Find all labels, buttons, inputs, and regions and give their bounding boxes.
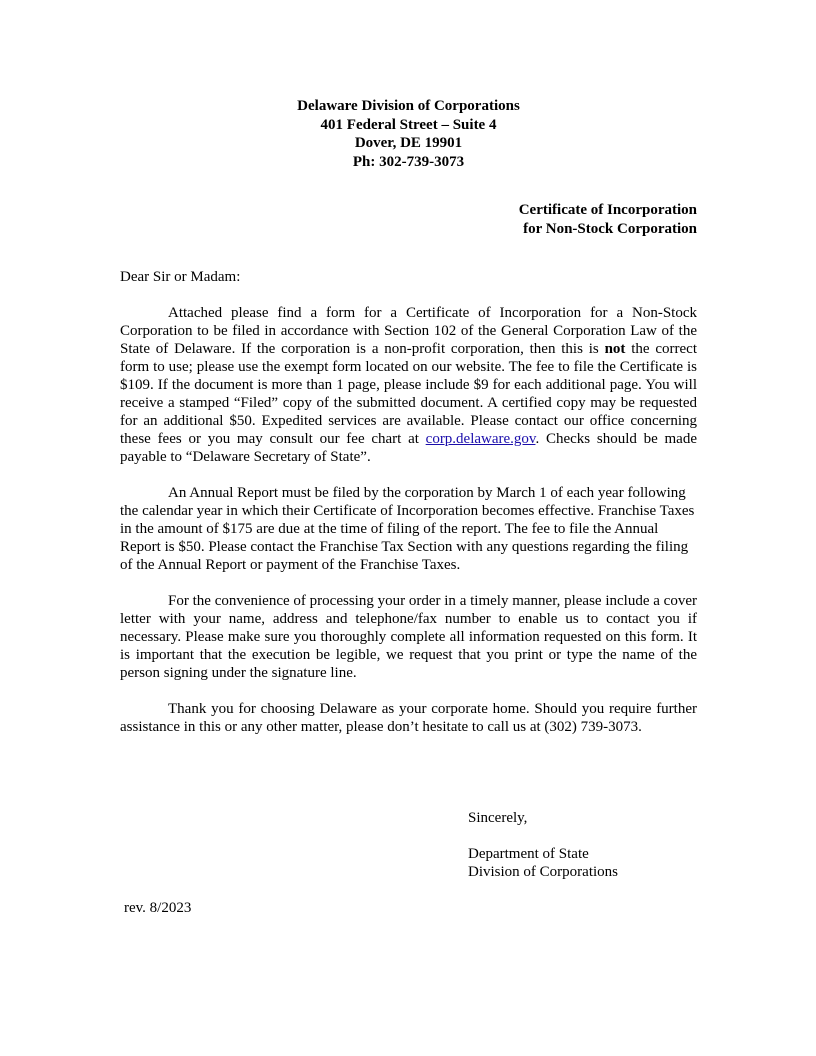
website-link[interactable]: corp.delaware.gov — [425, 431, 536, 447]
paragraph-filing-info — [120, 304, 697, 466]
document-title — [120, 201, 697, 238]
phone-number: Ph: 302-739-3073 — [352, 153, 465, 170]
paragraph-processing: For the convenience of processing your order in a timely manner, please include a cover letter with your name, address and telephone/fax number to enable us to contact you if necessary. Please make sure you thoroughly complete all information requested on this form. It is important that the execution be legible, we request that you print or type the name of the person signing under the signature line. — [120, 593, 697, 681]
closing-block — [468, 809, 618, 881]
paragraph-1-text-b: the correct form to use; please use the exempt form located on our website. The fee to file the Certificate is $109. If the document is more than 1 page, please include $9 for each additional page. You will receive a stamped “Filed” copy of the submitted document. A certified copy may be requested for an additional $50. Expedited services are available. Please contact our office concerning these fees or you may consult our fee chart at — [120, 341, 697, 447]
address-line-1: 401 Federal Street – Suite 4 — [320, 116, 497, 133]
paragraph-1-bold-word: not — [604, 341, 626, 357]
title-line-2: for Non-Stock Corporation — [523, 220, 697, 237]
closing-division: Division of Corporations — [468, 864, 618, 880]
paragraph-thank-you: Thank you for choosing Delaware as your corporate home. Should you require further assistance in this or any other matter, please don’t hesitate to call us at (302) 739-3073. — [120, 701, 697, 735]
letter-body — [120, 97, 697, 736]
address-line-2: Dover, DE 19901 — [354, 135, 463, 151]
revision-date: rev. 8/2023 — [124, 900, 192, 916]
paragraph-1-text-a: Attached please find a form for a Certificate of Incorporation for a Non-Stock Corporation to be filed in accordance with Section 102 of the General Corporation Law of the State of Delaware. If the corporation is a non-profit corporation, then this is — [120, 305, 697, 357]
paragraph-1-text-c: . Checks should be made payable to “Delaware Secretary of State”. — [120, 431, 697, 465]
salutation: Dear Sir or Madam: — [120, 269, 241, 285]
org-name: Delaware Division of Corporations — [297, 98, 520, 114]
closing-sincerely: Sincerely, — [468, 810, 528, 826]
closing-department: Department of State — [468, 846, 589, 862]
title-line-1: Certificate of Incorporation — [518, 202, 697, 218]
letterhead — [120, 97, 697, 171]
paragraph-annual-report: An Annual Report must be filed by the corporation by March 1 of each year following the calendar year in which their Certificate of Incorporation becomes effective. Franchise Taxes in the amount of $175 are due at the time of filing of the report. The fee to file the Annual Report is $50. Please contact the Franchise Tax Section with any questions regarding the filing of the Annual Report or payment of the Franchise Taxes. — [120, 485, 695, 573]
